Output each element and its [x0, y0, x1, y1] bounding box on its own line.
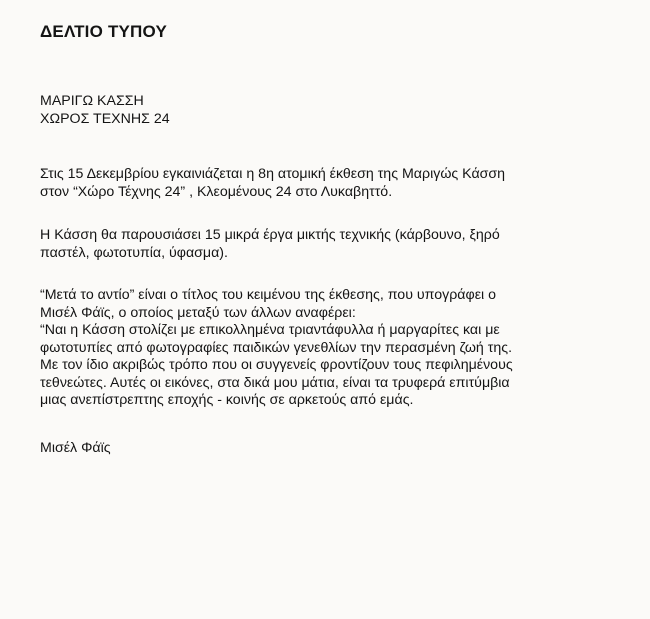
paragraph-works [40, 227, 640, 262]
paragraph-line: “Μετά το αντίο” είναι ο τίτλος του κειμένου της έκθεσης, που υπογράφει ο [40, 287, 497, 303]
artist-block [40, 93, 640, 128]
paragraph-quote [40, 287, 640, 410]
paragraph-line: Η Κάσση θα παρουσιάσει 15 μικρά έργα μικτής τεχνικής (κάρβουνο, ξηρό [40, 227, 500, 243]
paragraph-opening [40, 166, 640, 201]
paragraph-line: φωτοτυπίες από φωτογραφίες παιδικών γενεθλίων την περασμένη ζωή της. [40, 339, 513, 356]
paragraph-line: τεθνεώτες. Αυτές οι εικόνες, στα δικά μου μάτια, είναι τα τρυφερά επιτύμβια [40, 374, 510, 391]
paragraph-line: παστέλ, φωτοτυπία, ύφασμα). [40, 244, 228, 261]
paragraph-line: Στις 15 Δεκεμβρίου εγκαινιάζεται η 8η ατομική έκθεση της Μαριγώς Κάσση [40, 166, 506, 182]
artist-name: ΜΑΡΙΓΩ ΚΑΣΣΗ [40, 93, 144, 109]
paragraph-line: μιας ανεπίστρεπτης εποχής - κοινής σε αρκετούς από εμάς. [40, 392, 414, 408]
paragraph-line: στον “Χώρο Τέχνης 24” , Κλεομένους 24 στο Λυκαβηττό. [40, 183, 393, 200]
paragraph-line: Μισέλ Φάϊς, ο οποίος μεταξύ των άλλων αναφέρει: [40, 304, 356, 321]
document-title: ΔΕΛΤΙΟ ΤΥΠΟΥ [40, 22, 168, 41]
paragraph-line: “Ναι η Κάσση στολίζει με επικολλημένα τριαντάφυλλα ή μαργαρίτες και με [40, 322, 500, 338]
venue-name: ΧΩΡΟΣ ΤΕΧΝΗΣ 24 [40, 110, 170, 127]
paragraph-line: Με τον ίδιο ακριβώς τρόπο που οι συγγενείς φροντίζουν τους πεφιλημένους [40, 357, 513, 373]
signature: Μισέλ Φάϊς [40, 440, 111, 456]
